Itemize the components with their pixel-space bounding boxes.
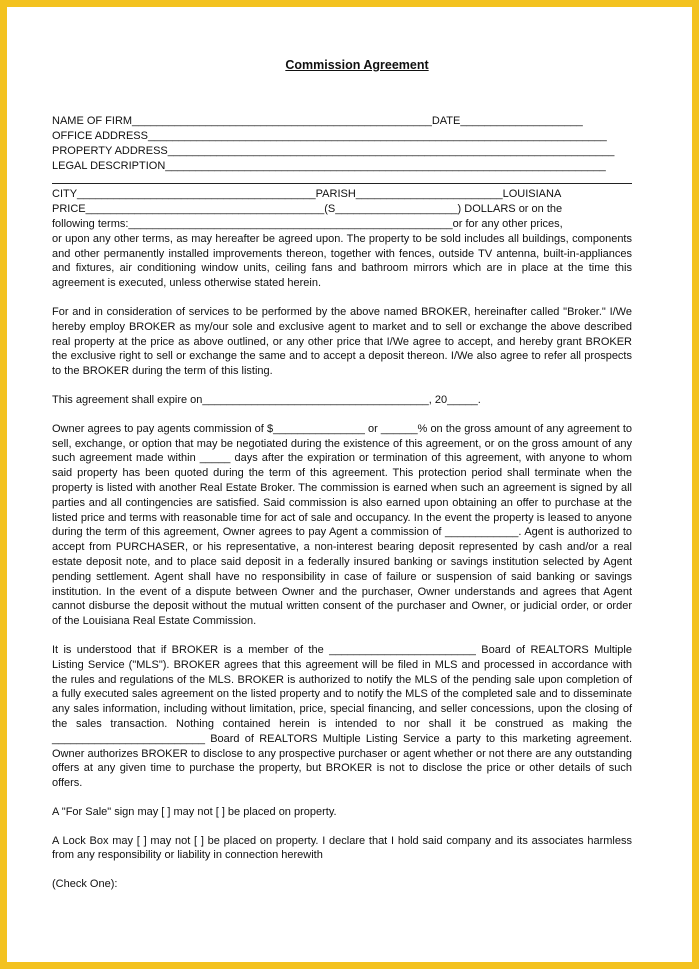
paragraph-mls: It is understood that if BROKER is a member of the ________________________ Board of REALTORS Multiple Listing Service ("MLS"). BROKER agrees that this agreement will be filed in MLS and processed in accordance with the rules and regulations of the MLS. BROKER is authorized to notify the MLS of the pending sale upon completion of a fully executed sales agreement on the listed property and to notify the MLS of the completed sale and to disseminate any sales information, including without limitation, price, special financing, and seller concessions, upon the closing of the sales transaction. Nothing contained herein is intended to nor shall it be construed as making the _________________________ Board of REALTORS Multiple Listing Service a party to this marketing agreement. Owner authorizes BROKER to disclose to any prospective purchaser or agent whether or not there are any outstanding offers at any given time to purchase the property, but BROKER is not to disclose the price or other details of such offers. <box>52 643 632 790</box>
check-one-label: (Check One): <box>52 878 118 891</box>
paragraph-consideration: For and in consideration of services to be performed by the above named BROKER, hereinafter called "Broker." I/We hereby employ BROKER as my/our sole and exclusive agent to market and to sell or exchange the above described real property at the price as above outlined, or any other price that I/We agree to accept, and hereby grant BROKER the exclusive right to sell or exchange the same and to accept a deposit thereon. I/We also agree to refer all prospects to the BROKER during the term of this listing. <box>52 305 632 378</box>
form-row-property-address: PROPERTY ADDRESS_________________________________________________________________________ <box>52 144 615 157</box>
for-sale-sign-line: A "For Sale" sign may [ ] may not [ ] be placed on property. <box>52 805 337 818</box>
form-row-terms: following terms:_____________________________________________________or for any other prices, <box>52 217 563 230</box>
lock-box-paragraph: A Lock Box may [ ] may not [ ] be placed on property. I declare that I hold said company and its associates harmless from any responsibility or liability in connection herewith <box>52 834 632 862</box>
form-row-office-address: OFFICE ADDRESS___________________________________________________________________________ <box>52 129 607 142</box>
form-row-city-parish: CITY_______________________________________PARISH________________________LOUISIANA <box>52 187 562 200</box>
form-row-price: PRICE_______________________________________(S____________________) DOLLARS or on the <box>52 202 563 215</box>
form-row-firm-date: NAME OF FIRM_________________________________________________DATE____________________ <box>52 114 583 127</box>
expiration-line: This agreement shall expire on_____________________________________, 20_____. <box>52 393 481 406</box>
paragraph-commission: Owner agrees to pay agents commission of $_______________ or ______% on the gross amount of any agreement to sell, exchange, or option that may be negotiated during the existence of this agreement, or on the gross amount of any such agreement made within _____ days after the expiration or termination of this agreement, with anyone to whom said property has been quoted during the term of this agreement. This protection period shall terminate when the property is listed with another Real Estate Broker. The commission is earned when such an agreement is signed by all parties and all contingencies are satisfied. Said commission is also earned upon obtaining an offer to purchase at the listed price and terms with reasonable time for act of sale and occupancy. In the event the property is leased to anyone during the term of this agreement, Owner agrees to pay Agent a commission of ____________. Agent is authorized to accept from PURCHASER, or his representative, a non-interest bearing deposit represented by cash and/or a real estate deposit note, and to place said deposit in a federally insured banking or savings institution selected by Agent pending settlement. Agent shall have no responsibility in case of failure or suspension of said banking or savings institution. In the event of a dispute between Owner and the purchaser, Owner understands and agrees that Agent cannot disburse the deposit without the mutual written consent of the purchaser and Owner, or judicial order, or order of the Louisiana Real Estate Commission. <box>52 422 632 628</box>
document-title: Commission Agreement <box>285 58 429 72</box>
document-page <box>52 50 632 892</box>
legal-description-blank-line <box>52 177 632 184</box>
property-form <box>52 114 632 291</box>
form-row-legal-description: LEGAL DESCRIPTION________________________________________________________________________ <box>52 159 606 172</box>
paragraph-terms: or upon any other terms, as may hereafter be agreed upon. The property to be sold includes all buildings, components and other permanently installed improvements thereon, together with fences, outside TV antenna, built-in-appliances and fixtures, air conditioning window units, ceiling fans and bathroom mirrors which are in place at the time this agreement is executed, unless otherwise stated herein. <box>52 232 632 290</box>
